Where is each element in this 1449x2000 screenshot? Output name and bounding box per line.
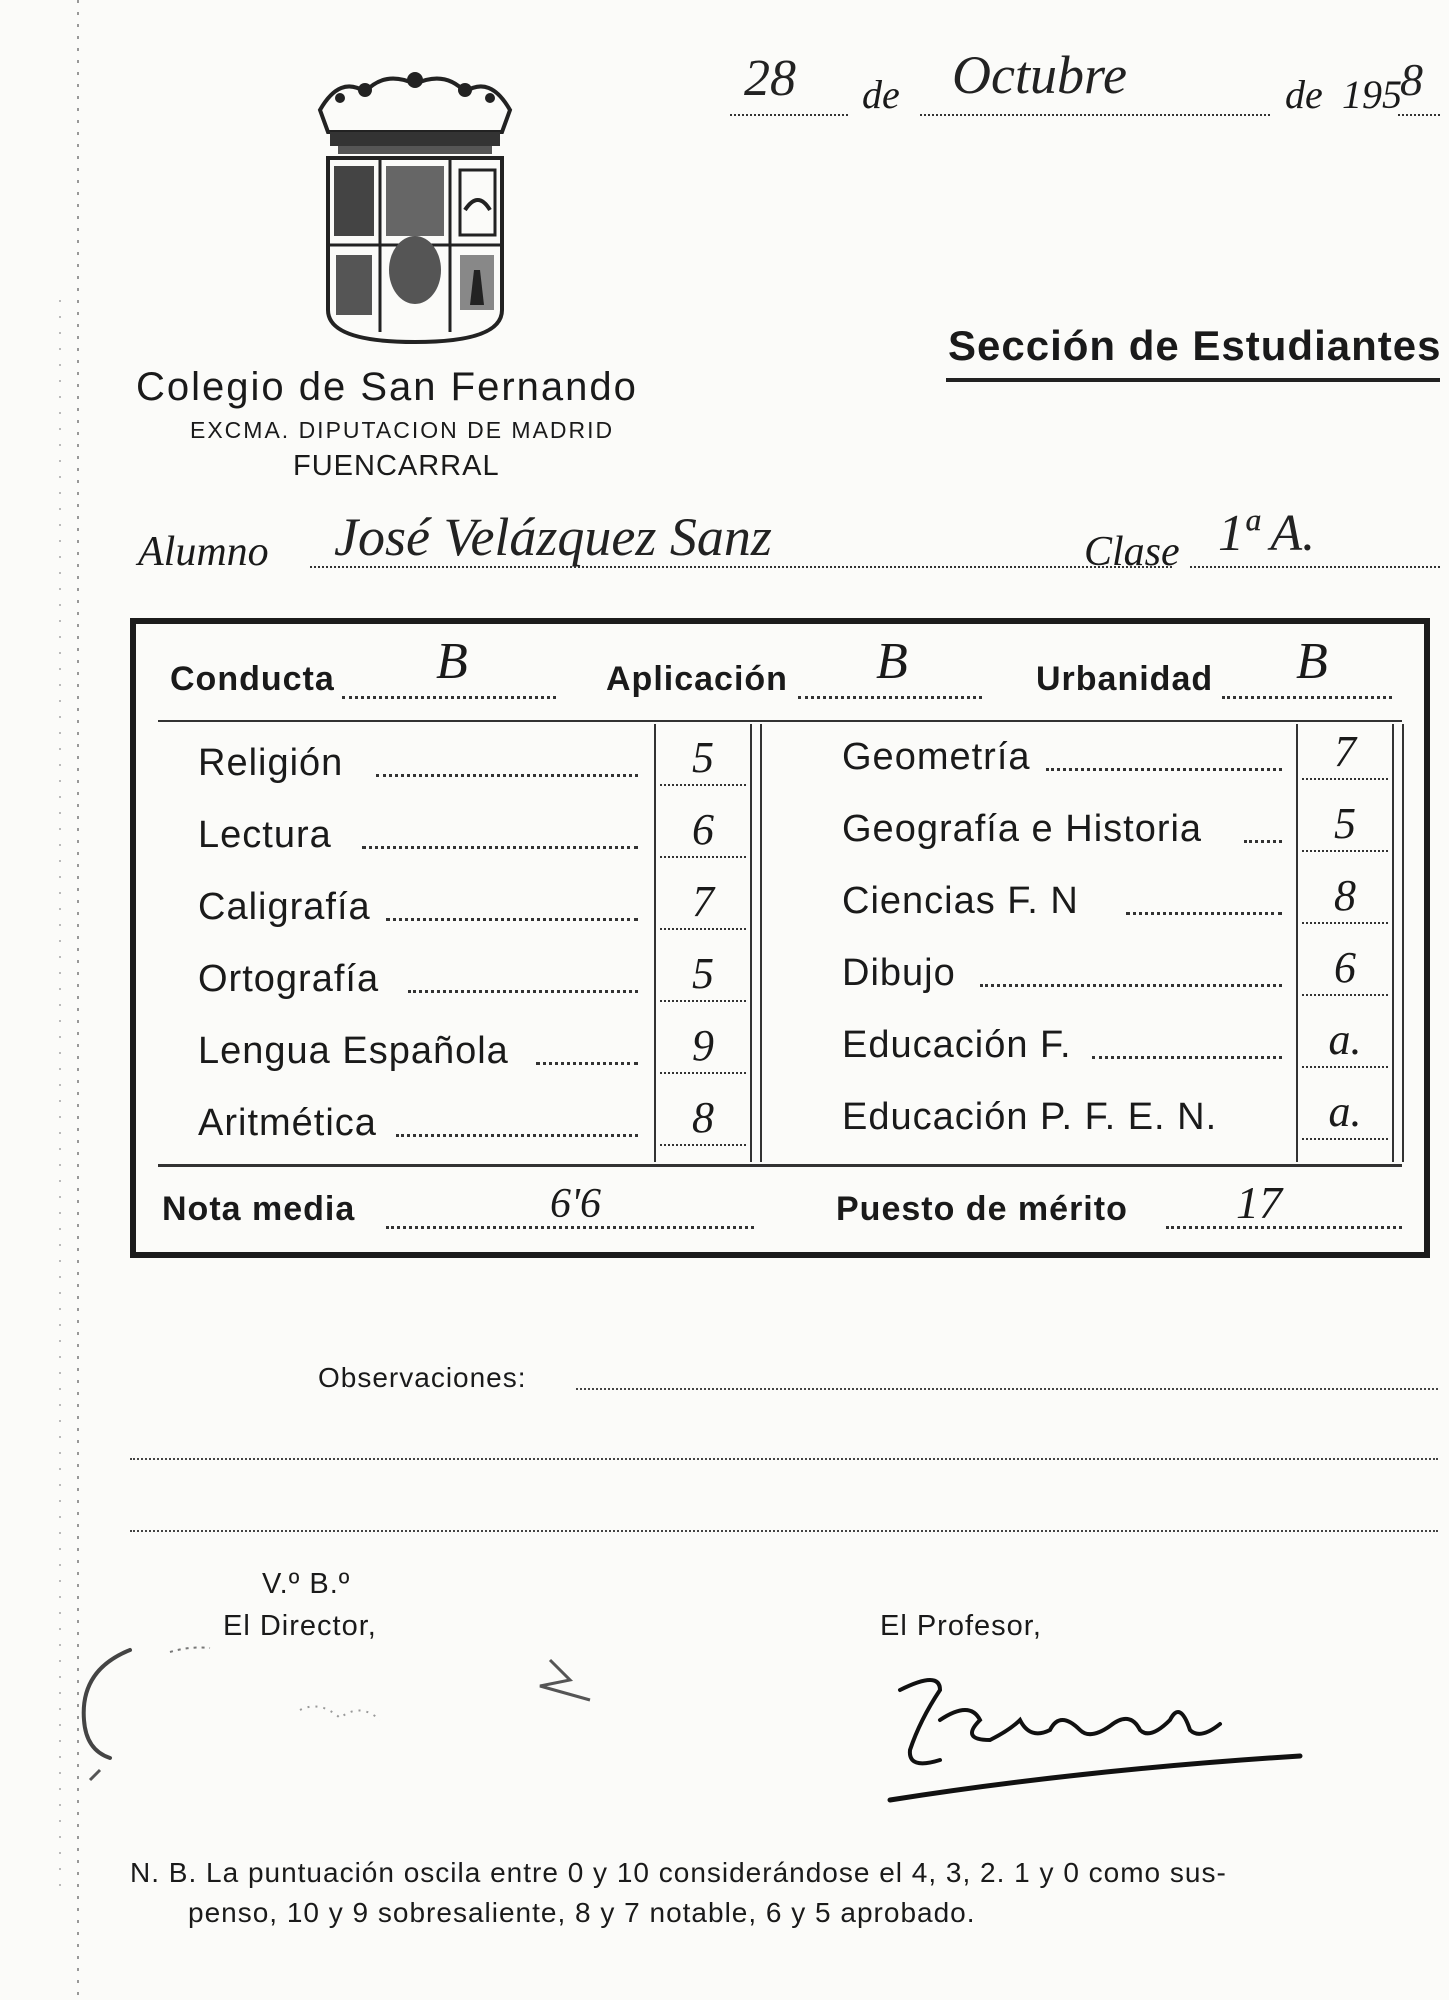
grade-geometria: 7 bbox=[1334, 727, 1356, 776]
coat-of-arms-icon bbox=[310, 70, 520, 345]
school-institution: EXCMA. DIPUTACION DE MADRID bbox=[190, 417, 615, 443]
date-year-prefix: 195 bbox=[1342, 72, 1402, 117]
subject-ciencias-fn: Ciencias F. N bbox=[842, 880, 1079, 922]
date-month: Octubre bbox=[952, 45, 1127, 105]
grade-aritmetica: 8 bbox=[692, 1093, 714, 1142]
teacher-signature bbox=[880, 1660, 1320, 1820]
date-line bbox=[730, 45, 1440, 128]
student-name: José Velázquez Sanz bbox=[334, 507, 772, 567]
teacher-signature-text: Y. Grande bbox=[880, 1660, 885, 1661]
rank-label: Puesto de mérito bbox=[836, 1190, 1128, 1228]
rating-value-urbanidad: B bbox=[1296, 633, 1328, 690]
school-town: FUENCARRAL bbox=[293, 450, 500, 482]
grade-lectura: 6 bbox=[692, 805, 714, 854]
class-label: Clase bbox=[1084, 529, 1180, 575]
grades-box bbox=[130, 618, 1430, 1258]
grade-ciencias-fn: 8 bbox=[1334, 871, 1356, 920]
subject-caligrafia: Caligrafía bbox=[198, 886, 371, 928]
subject-ortografia: Ortografía bbox=[198, 958, 380, 1000]
observations-line-3 bbox=[130, 1530, 1438, 1532]
subject-geometria: Geometría bbox=[842, 736, 1031, 778]
subject-educacion-f: Educación F. bbox=[842, 1024, 1072, 1066]
rating-label-urbanidad: Urbanidad bbox=[1036, 660, 1214, 698]
subject-lectura: Lectura bbox=[198, 814, 332, 856]
grade-educacion-f: a. bbox=[1328, 1015, 1362, 1064]
subject-lengua-espanola: Lengua Española bbox=[198, 1030, 509, 1072]
vob-label: V.º B.º bbox=[262, 1568, 351, 1600]
class-value: 1ª A. bbox=[1218, 505, 1316, 562]
grade-caligrafia: 7 bbox=[692, 877, 714, 926]
school-name: Colegio de San Fernando bbox=[136, 365, 638, 409]
date-de-label-2: de bbox=[1285, 72, 1323, 117]
rating-value-aplicacion: B bbox=[876, 633, 908, 690]
date-de-label-1: de bbox=[862, 72, 900, 117]
observations-line-1 bbox=[576, 1388, 1438, 1390]
grade-geografia-historia: 5 bbox=[1334, 799, 1356, 848]
subject-aritmetica: Aritmética bbox=[198, 1102, 377, 1144]
grade-dibujo: 6 bbox=[1334, 943, 1356, 992]
grading-note bbox=[130, 1853, 1430, 1933]
date-day: 28 bbox=[744, 50, 796, 107]
grade-educacion-pfen: a. bbox=[1328, 1087, 1362, 1136]
subject-religion: Religión bbox=[198, 742, 344, 784]
grading-note-line-1: N. B. La puntuación oscila entre 0 y 10 considerándose el 4, 3, 2. 1 y 0 como sus- bbox=[130, 1857, 1227, 1888]
student-label: Alumno bbox=[138, 529, 269, 575]
student-row bbox=[138, 505, 1440, 580]
grade-religion: 5 bbox=[692, 733, 714, 782]
grading-note-line-2: penso, 10 y 9 sobresaliente, 8 y 7 notable, 6 y 5 aprobado. bbox=[188, 1897, 976, 1928]
section-title: Sección de Estudiantes bbox=[948, 322, 1442, 369]
average-value: 6'6 bbox=[550, 1181, 601, 1227]
subject-dibujo: Dibujo bbox=[842, 952, 956, 994]
rating-value-conducta: B bbox=[436, 633, 468, 690]
director-label: El Director, bbox=[223, 1610, 377, 1642]
grade-lengua-espanola: 9 bbox=[692, 1021, 714, 1070]
subject-educacion-pfen: Educación P. F. E. N. bbox=[842, 1096, 1218, 1138]
teacher-label: El Profesor, bbox=[880, 1610, 1042, 1642]
rank-value: 17 bbox=[1236, 1177, 1282, 1228]
date-year-suffix: 8 bbox=[1400, 54, 1423, 105]
rating-label-conducta: Conducta bbox=[170, 660, 335, 698]
rating-label-aplicacion: Aplicación bbox=[606, 660, 788, 698]
observations-line-2 bbox=[130, 1458, 1438, 1460]
section-title-underline bbox=[946, 378, 1440, 382]
average-label: Nota media bbox=[162, 1190, 356, 1228]
grade-ortografia: 5 bbox=[692, 949, 714, 998]
observations-label: Observaciones: bbox=[318, 1362, 527, 1393]
director-signature-icon bbox=[70, 1640, 630, 1830]
subject-geografia-historia: Geografía e Historia bbox=[842, 808, 1203, 850]
